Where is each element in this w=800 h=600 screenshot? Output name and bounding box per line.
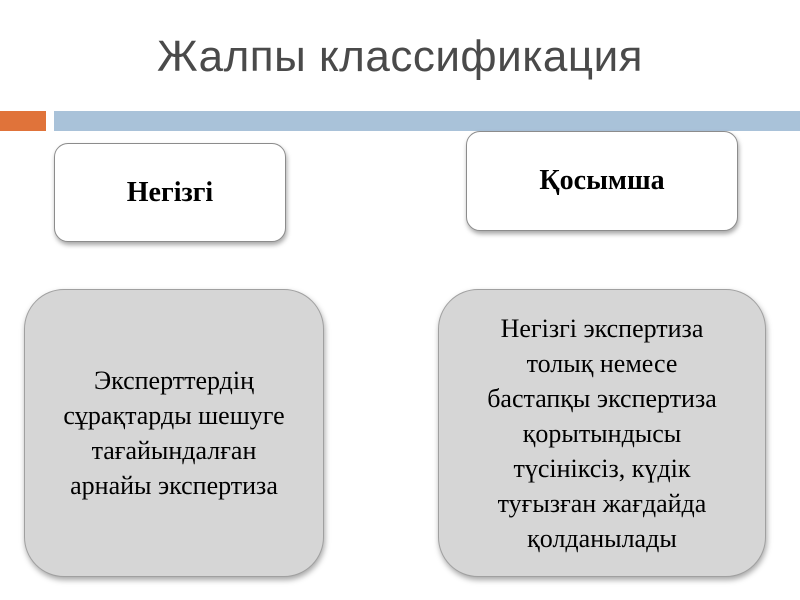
accent-bar-orange bbox=[0, 111, 46, 131]
slide-title: Жалпы классификация bbox=[157, 32, 643, 81]
additional-category-label: Қосымша bbox=[539, 165, 665, 196]
main-category-label: Негізгі bbox=[126, 176, 214, 208]
main-category-description: Эксперттердің сұрақтарды шешуге тағайындалған арнайы экспертиза bbox=[24, 289, 324, 577]
additional-category-box bbox=[466, 131, 738, 231]
main-category-box bbox=[54, 143, 286, 242]
additional-category-description: Негізгі экспертиза толық немесе бастапқы экспертиза қорытындысы түсініксіз, күдік туғызған жағдайда қолданылады bbox=[438, 289, 766, 577]
accent-bar-blue bbox=[54, 111, 800, 131]
